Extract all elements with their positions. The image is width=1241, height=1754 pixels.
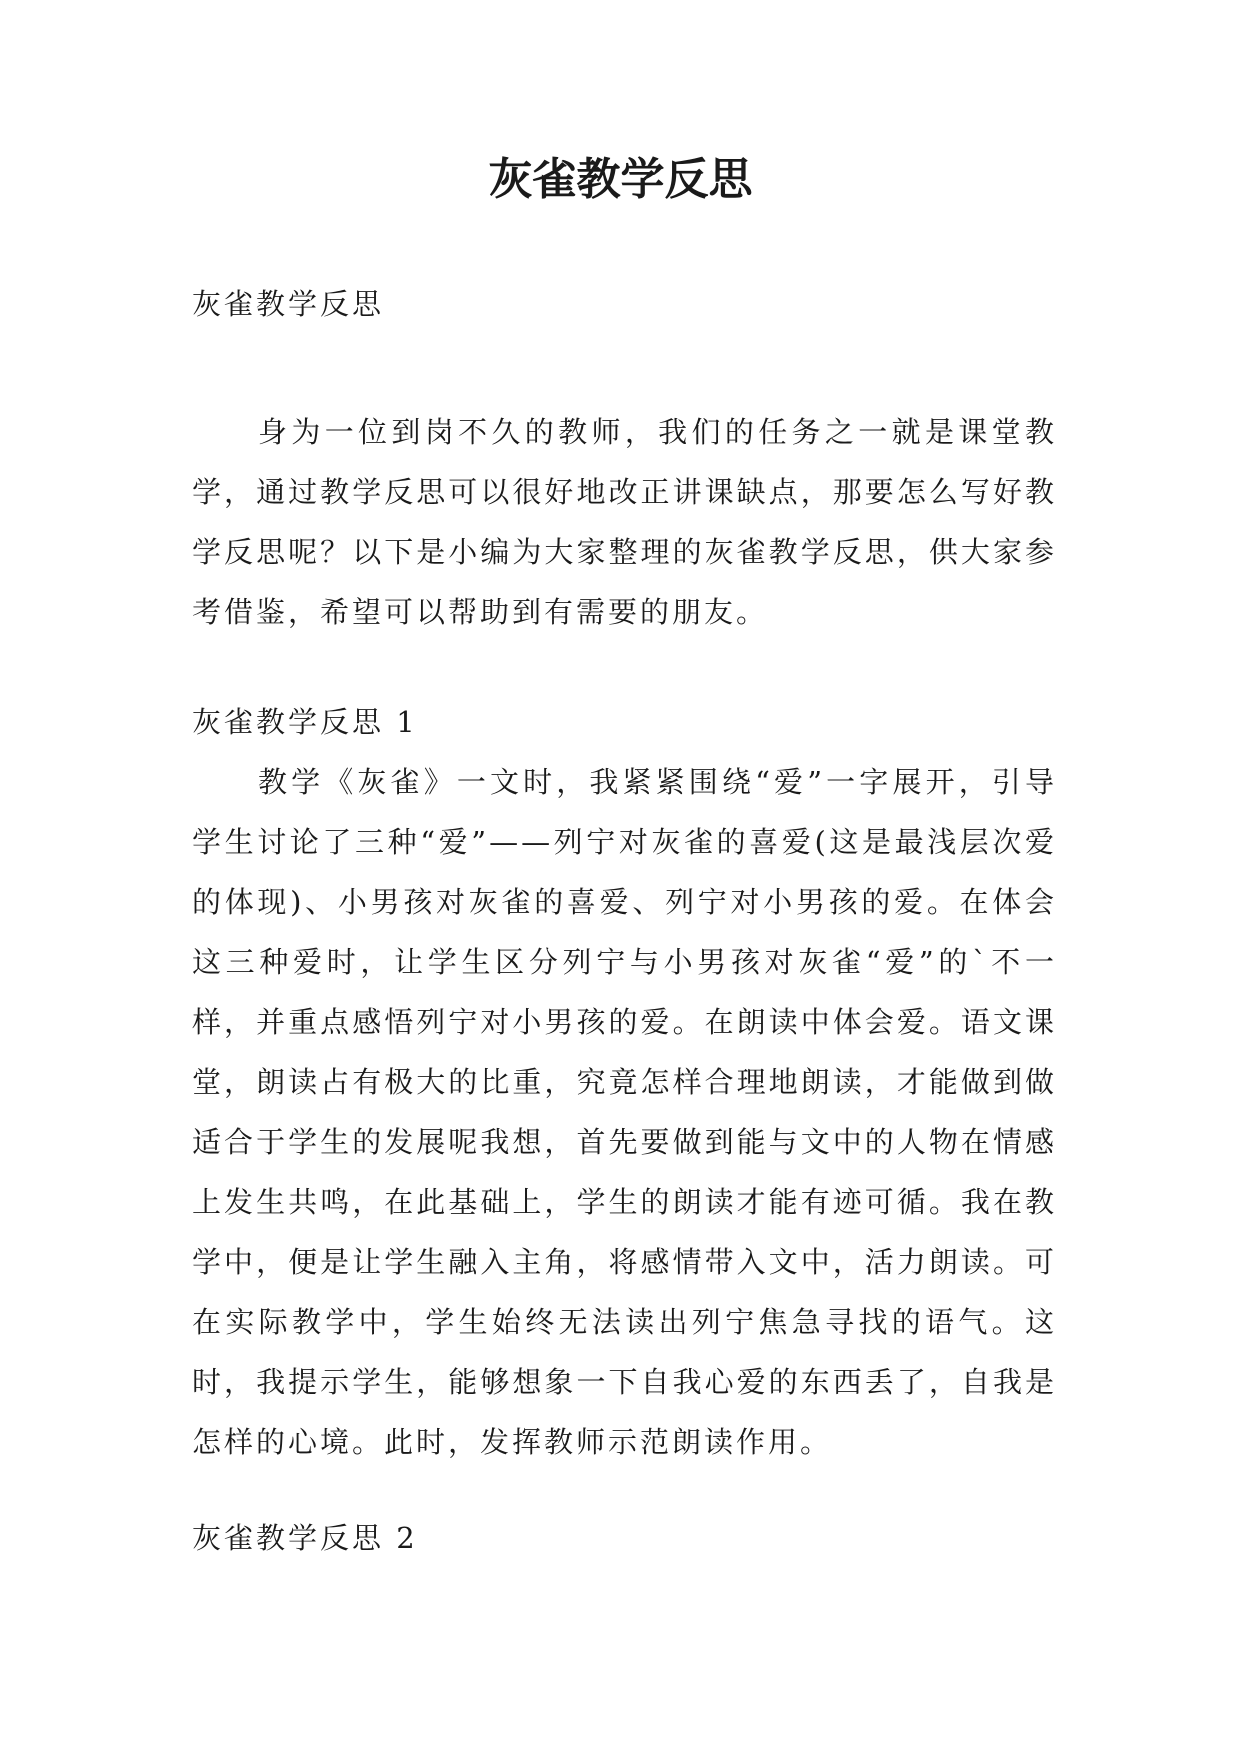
intro-paragraph: 身为一位到岗不久的教师，我们的任务之一就是课堂教学，通过教学反思可以很好地改正讲课缺点，那要怎么写好教学反思呢？以下是小编为大家整理的灰雀教学反思，供大家参考借鉴，希望可以帮助到有需要的朋友。: [192, 415, 1057, 629]
page-title: 灰雀教学反思: [488, 154, 753, 205]
section-body-1: 教学《灰雀》一文时，我紧紧围绕“爱”一字展开，引导学生讨论了三种“爱”——列宁对灰雀的喜爱(这是最浅层次爱的体现)、小男孩对灰雀的喜爱、列宁对小男孩的爱。在体会这三种爱时，让学生区分列宁与小男孩对灰雀“爱”的`不一样，并重点感悟列宁对小男孩的爱。在朗读中体会爱。语文课堂，朗读占有极大的比重，究竟怎样合理地朗读，才能做到做适合于学生的发展呢我想，首先要做到能与文中的人物在情感上发生共鸣，在此基础上，学生的朗读才能有迹可循。我在教学中，便是让学生融入主角，将感情带入文中，活力朗读。可在实际教学中，学生始终无法读出列宁焦急寻找的语气。这时，我提示学生，能够想象一下自我心爱的东西丢了，自我是怎样的心境。此时，发挥教师示范朗读作用。: [192, 765, 1057, 1459]
section-heading-1: 灰雀教学反思 1: [192, 705, 418, 739]
section-heading-2: 灰雀教学反思 2: [192, 1521, 418, 1555]
document-subtitle: 灰雀教学反思: [192, 287, 385, 321]
